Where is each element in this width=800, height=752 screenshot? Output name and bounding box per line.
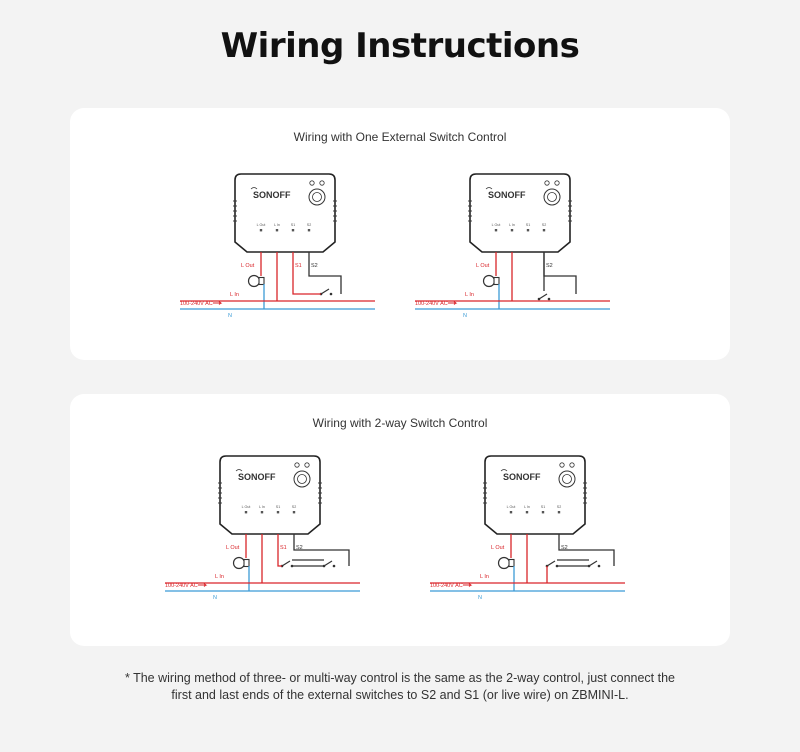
terminal-label: S2 (556, 505, 562, 509)
l-in-label: L In (230, 292, 239, 298)
vent-right (584, 482, 587, 484)
brand-logo: SONOFF (503, 472, 541, 482)
terminal-screw (558, 511, 560, 513)
vent-right (584, 497, 587, 499)
vent-right (569, 220, 572, 222)
arrow-icon (463, 584, 471, 587)
zbmini-device (219, 456, 322, 534)
vent-right (569, 215, 572, 217)
vent-left (234, 210, 237, 212)
terminal-screw (527, 229, 529, 231)
arrow-icon (213, 302, 221, 305)
vent-right (334, 200, 337, 202)
terminal-label: S2 (541, 223, 547, 227)
vent-right (334, 215, 337, 217)
switch-contact (548, 298, 551, 301)
vent-left (484, 487, 487, 489)
vent-right (334, 210, 337, 212)
vent-right (584, 492, 587, 494)
switch-s2-label: S2 (546, 263, 553, 269)
bulb-base (509, 560, 514, 567)
vent-left (469, 210, 472, 212)
vent-left (234, 220, 237, 222)
bulb-icon (484, 276, 495, 287)
terminal-label: L In (524, 505, 530, 509)
vent-right (334, 205, 337, 207)
brand-logo: SONOFF (253, 190, 291, 200)
bulb-icon (249, 276, 260, 287)
terminal-label: L In (274, 223, 280, 227)
bulb-base (259, 278, 264, 285)
device-body (485, 456, 585, 534)
vent-right (319, 482, 322, 484)
voltage-label: 100-240V AC (180, 301, 213, 307)
l-out-label: L Out (491, 545, 505, 551)
pair-button (309, 189, 325, 205)
wire-s2 (544, 252, 576, 294)
section-title: Wiring with One External Switch Control (293, 130, 507, 144)
l-out-label: L Out (476, 263, 490, 269)
switch-s1-label: S1 (280, 545, 287, 551)
pair-button (294, 471, 310, 487)
pair-button (544, 189, 560, 205)
brand-logo: SONOFF (488, 190, 526, 200)
vent-left (469, 205, 472, 207)
terminal-label: S1 (540, 505, 546, 509)
switch-lever-icon (539, 294, 547, 299)
switch-lever-icon (282, 561, 290, 566)
terminal-screw (261, 511, 263, 513)
footnote (100, 670, 700, 704)
switch-contact (598, 565, 601, 568)
vent-left (484, 482, 487, 484)
vent-left (484, 502, 487, 504)
vent-left (469, 215, 472, 217)
switch-s2-label: S2 (561, 545, 568, 551)
section-one-switch (70, 108, 730, 360)
vent-right (319, 502, 322, 504)
device-body (220, 456, 320, 534)
wiring-diagram-2way-s2-only (430, 456, 625, 601)
terminal-screw (526, 511, 528, 513)
terminal-label: L In (509, 223, 515, 227)
neutral-label: N (228, 313, 232, 319)
vent-left (234, 215, 237, 217)
switch-s2-label: S2 (296, 545, 303, 551)
pair-button (559, 471, 575, 487)
switch-lever-icon (321, 289, 329, 294)
terminal-label: L Out (241, 505, 251, 509)
terminal-screw (542, 511, 544, 513)
brand-logo: SONOFF (238, 472, 276, 482)
terminal-label: S1 (275, 505, 281, 509)
l-in-label: L In (465, 292, 474, 298)
switch-contact (333, 565, 336, 568)
voltage-label: 100-240V AC (430, 583, 463, 589)
terminal-screw (260, 229, 262, 231)
switch-lever-icon (547, 561, 555, 566)
vent-right (569, 205, 572, 207)
terminal-label: S1 (525, 223, 531, 227)
vent-right (569, 210, 572, 212)
bulb-icon (499, 558, 510, 569)
neutral-label: N (213, 595, 217, 601)
vent-left (484, 497, 487, 499)
switch-contact (330, 293, 333, 296)
arrow-icon (198, 584, 206, 587)
l-in-label: L In (215, 574, 224, 580)
vent-left (219, 492, 222, 494)
terminal-label: L In (259, 505, 265, 509)
terminal-label: L Out (256, 223, 266, 227)
zbmini-device (469, 174, 572, 252)
terminal-screw (511, 229, 513, 231)
neutral-label: N (478, 595, 482, 601)
switch-lever-icon (589, 561, 597, 566)
terminal-label: S2 (306, 223, 312, 227)
voltage-label: 100-240V AC (165, 583, 198, 589)
l-in-label: L In (480, 574, 489, 580)
terminal-screw (495, 229, 497, 231)
footnote-line-2: first and last ends of the external switches to S2 and S1 (or live wire) on ZBMINI-L. (171, 688, 629, 702)
page-title: Wiring Instructions (220, 26, 580, 66)
wire-s2 (559, 534, 614, 566)
zbmini-device (484, 456, 587, 534)
vent-right (584, 502, 587, 504)
device-body (235, 174, 335, 252)
vent-left (469, 200, 472, 202)
footnote-line-1: * The wiring method of three- or multi-way control is the same as the 2-way control, just connect the (124, 671, 676, 685)
terminal-screw (277, 511, 279, 513)
terminal-screw (543, 229, 545, 231)
wiring-diagrams-two-way (70, 394, 730, 646)
terminal-screw (293, 511, 295, 513)
terminal-screw (308, 229, 310, 231)
terminal-screw (292, 229, 294, 231)
terminal-screw (245, 511, 247, 513)
terminal-screw (510, 511, 512, 513)
vent-left (469, 220, 472, 222)
wiring-diagram-s1-s2 (180, 174, 375, 319)
terminal-label: S2 (291, 505, 297, 509)
vent-left (234, 200, 237, 202)
bulb-icon (234, 558, 245, 569)
bulb-base (244, 560, 249, 567)
wire-s1 (293, 252, 321, 294)
vent-left (484, 492, 487, 494)
vent-right (319, 497, 322, 499)
zbmini-device (234, 174, 337, 252)
neutral-label: N (463, 313, 467, 319)
wiring-diagram-s2-only (415, 174, 610, 319)
section-two-way-switch (70, 394, 730, 646)
vent-right (569, 200, 572, 202)
vent-left (234, 205, 237, 207)
l-out-label: L Out (226, 545, 240, 551)
terminal-label: L Out (506, 505, 516, 509)
arrow-icon (448, 302, 456, 305)
wiring-diagram-2way-s1-s2 (165, 456, 360, 601)
section-title: Wiring with 2-way Switch Control (312, 416, 488, 430)
bulb-base (494, 278, 499, 285)
terminal-screw (276, 229, 278, 231)
switch-s1-label: S1 (295, 263, 302, 269)
vent-right (319, 492, 322, 494)
wire-s2 (294, 534, 349, 566)
vent-left (219, 487, 222, 489)
device-body (470, 174, 570, 252)
vent-left (219, 502, 222, 504)
terminal-label: L Out (491, 223, 501, 227)
switch-lever-icon (324, 561, 332, 566)
wiring-diagrams-one-switch (70, 108, 730, 360)
vent-right (584, 487, 587, 489)
vent-left (219, 482, 222, 484)
l-out-label: L Out (241, 263, 255, 269)
vent-left (219, 497, 222, 499)
switch-s2-label: S2 (311, 263, 318, 269)
vent-right (334, 220, 337, 222)
wire-s2 (309, 252, 341, 294)
vent-right (319, 487, 322, 489)
terminal-label: S1 (290, 223, 296, 227)
voltage-label: 100-240V AC (415, 301, 448, 307)
